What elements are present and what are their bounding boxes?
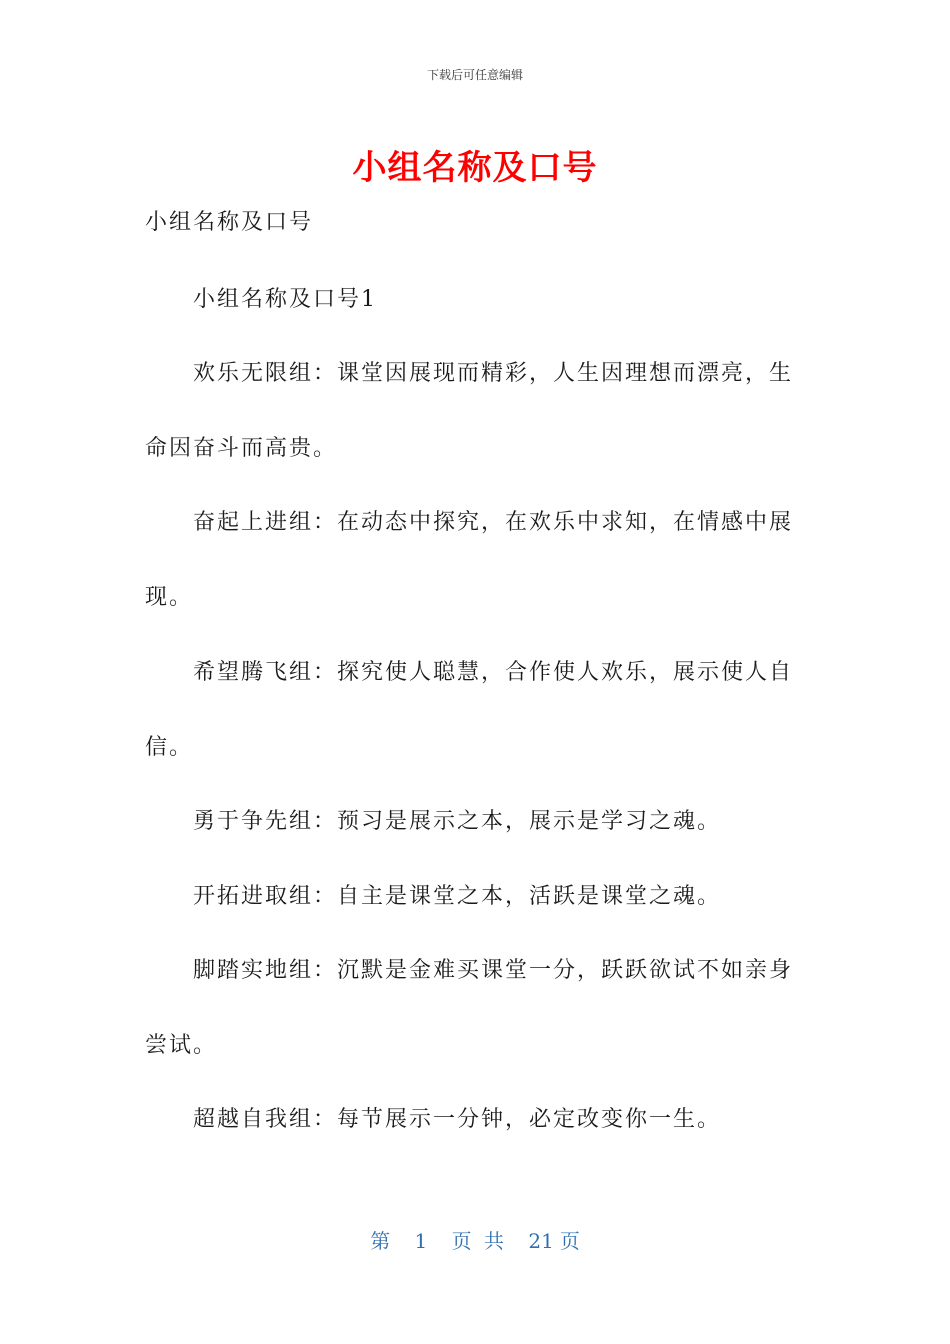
page-footer	[0, 1225, 950, 1254]
paragraph-line: 欢乐无限组：课堂因展现而精彩，人生因理想而漂亮，生	[193, 361, 794, 386]
paragraph-line: 脚踏实地组：沉默是金难买课堂一分，跃跃欲试不如亲身	[193, 958, 794, 983]
footer-current-page: 1	[414, 1229, 428, 1253]
footer-prefix: 第	[370, 1229, 391, 1253]
document-subtitle: 小组名称及口号	[145, 210, 314, 235]
paragraph-line: 命因奋斗而高贵。	[145, 436, 338, 461]
footer-suffix: 页	[559, 1229, 580, 1253]
footer-middle: 页 共	[451, 1229, 504, 1253]
paragraph-line: 奋起上进组：在动态中探究，在欢乐中求知，在情感中展	[193, 510, 794, 535]
section-heading: 小组名称及口号1	[193, 287, 377, 312]
paragraph-line: 尝试。	[145, 1033, 218, 1058]
paragraph-line: 信。	[145, 735, 194, 760]
paragraph-line: 勇于争先组：预习是展示之本，展示是学习之魂。	[193, 809, 722, 834]
paragraph-line: 开拓进取组：自主是课堂之本，活跃是课堂之魂。	[193, 884, 722, 909]
document-title: 小组名称及口号	[352, 148, 598, 188]
header-note: 下载后可任意编辑	[426, 68, 523, 82]
paragraph-line: 超越自我组：每节展示一分钟，必定改变你一生。	[193, 1107, 722, 1132]
footer-total-pages: 21	[528, 1229, 554, 1253]
paragraph-line: 希望腾飞组：探究使人聪慧，合作使人欢乐，展示使人自	[193, 660, 794, 685]
paragraph-line: 现。	[145, 585, 194, 610]
